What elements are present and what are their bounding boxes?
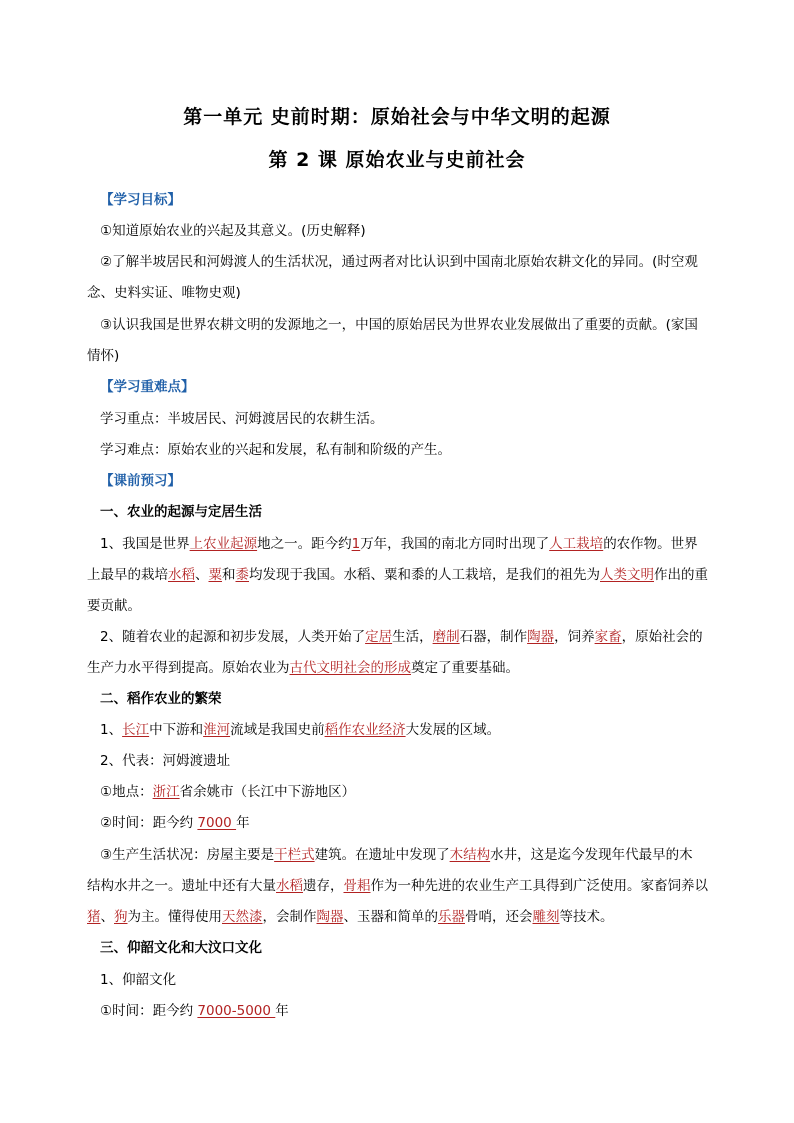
text-run: 地之一。距今约	[257, 536, 352, 552]
paragraph-line: 1、仰韶文化	[100, 972, 177, 988]
answer-text: 陶器	[316, 909, 344, 925]
answer-text: 淮河	[203, 722, 231, 738]
text-run: 石器，制作	[459, 629, 528, 645]
answer-text: 雕刻	[532, 909, 560, 925]
text-run: 省余姚市（长江中下游地区）	[179, 784, 356, 800]
answer-text: 7000	[197, 815, 237, 831]
text-run: 遗存，	[303, 878, 344, 894]
answer-text: 猪	[87, 909, 101, 925]
paragraph-line	[100, 532, 698, 552]
text-run: 和	[222, 567, 236, 583]
text-run: 水井，这是迄今发现年代最早的木	[490, 847, 693, 863]
text-run: ，饲养	[554, 629, 595, 645]
text-run: ②时间：距今约	[100, 815, 198, 831]
goals-heading: 【学习目标】	[100, 192, 181, 208]
text-run: 为主。懂得使用	[127, 909, 222, 925]
text-run: 生产力水平得到提高。原始农业为	[87, 660, 290, 676]
goal-item-2a: ②了解半坡居民和河姆渡人的生活状况，通过两者对比认识到中国南北原始农耕文化的异同。(时空观	[100, 254, 698, 270]
paragraph-line: 2、代表：河姆渡遗址	[100, 753, 231, 769]
text-run: 等技术。	[559, 909, 614, 925]
answer-text: 黍	[235, 567, 249, 583]
preview-heading: 【课前预习】	[100, 473, 181, 489]
answer-text: 天然漆	[222, 909, 263, 925]
answer-text: 陶器	[527, 629, 555, 645]
goal-item-2b: 念、史料实证、唯物史观)	[87, 285, 241, 301]
text-run: 骨哨，还会	[465, 909, 533, 925]
text-run: 中下游和	[149, 722, 204, 738]
goal-item-3a: ③认识我国是世界农耕文明的发源地之一，中国的原始居民为世界农业发展做出了重要的贡献。(家国	[100, 317, 698, 333]
answer-text: 粟	[208, 567, 222, 583]
section-3-heading: 三、仰韶文化和大汶口文化	[100, 940, 262, 956]
keypoints-heading: 【学习重难点】	[100, 379, 195, 395]
answer-text: 水稻	[276, 878, 303, 894]
paragraph-line	[100, 811, 250, 831]
section-2-heading: 二、稻作农业的繁荣	[100, 691, 222, 707]
answer-text: 1	[351, 536, 361, 552]
text-run: ①地点：	[100, 784, 153, 800]
text-run: ③生产生活状况：房屋主要是	[100, 847, 275, 863]
answer-text: 上农业起源	[189, 536, 258, 552]
text-run: 1、	[100, 722, 123, 738]
text-run: 年	[236, 815, 250, 831]
lesson-title: 第 2 课 原始农业与史前社会	[268, 149, 526, 171]
paragraph-line: 要贡献。	[87, 598, 141, 614]
text-run: ，原始社会的	[621, 629, 703, 645]
text-run: 年	[275, 1003, 289, 1019]
section-1-heading: 一、农业的起源与定居生活	[100, 504, 262, 520]
text-run: 建筑。在遗址中发现了	[314, 847, 450, 863]
paragraph-line	[100, 718, 500, 738]
text-run: ①时间：距今约	[100, 1003, 198, 1019]
text-run: 2、随着农业的起源和初步发展，人类开始了	[100, 629, 366, 645]
text-run: 、	[100, 909, 114, 925]
answer-text: 长江	[122, 722, 150, 738]
answer-text: 家畜	[594, 629, 622, 645]
answer-text: 定居	[365, 629, 393, 645]
text-run: 、	[195, 567, 209, 583]
paragraph-line	[100, 780, 355, 800]
text-run: 流域是我国史前	[230, 722, 325, 738]
goal-item-1: ①知道原始农业的兴起及其意义。(历史解释)	[100, 223, 366, 239]
answer-text: 人工栽培	[549, 536, 604, 552]
text-run: 1、我国是世界	[100, 536, 190, 552]
text-run: 奠定了重要基础。	[411, 660, 519, 676]
paragraph-line	[100, 999, 289, 1019]
text-run: 、玉器和简单的	[343, 909, 438, 925]
text-run: 上最早的栽培	[87, 567, 168, 583]
goal-item-3b: 情怀)	[87, 348, 120, 364]
focus-text: 学习重点：半坡居民、河姆渡居民的农耕生活。	[100, 411, 384, 427]
text-run: 结构水井之一。遗址中还有大量	[87, 878, 276, 894]
answer-text: 稻作农业经济	[324, 722, 406, 738]
text-run: 生活，	[392, 629, 433, 645]
difficulty-text: 学习难点：原始农业的兴起和发展，私有制和阶级的产生。	[100, 442, 451, 458]
paragraph-line	[87, 905, 614, 925]
text-run: 均发现于我国。水稻、粟和黍的人工栽培，是我们的祖先为	[249, 567, 600, 583]
text-run: ，会制作	[262, 909, 317, 925]
answer-text: 木结构	[449, 847, 491, 863]
paragraph-line	[87, 874, 708, 894]
answer-text: 狗	[114, 909, 128, 925]
answer-text: 水稻	[168, 567, 195, 583]
paragraph-line	[100, 843, 693, 863]
answer-text: 古代文明社会的形成	[289, 660, 411, 676]
answer-text: 浙江	[152, 784, 180, 800]
answer-text: 骨耜	[343, 878, 371, 894]
text-run: 大发展的区域。	[405, 722, 501, 738]
paragraph-line	[100, 625, 703, 645]
answer-text: 磨制	[432, 629, 460, 645]
text-run: 万年，我国的南北方同时出现了	[360, 536, 550, 552]
paragraph-line	[87, 656, 519, 676]
text-run: 作为一种先进的农业生产工具得到广泛使用。家畜饲养以	[370, 878, 708, 894]
text-run: 作出的重	[654, 567, 708, 583]
answer-text: 乐器	[438, 909, 465, 925]
text-run: 的农作物。世界	[603, 536, 698, 552]
answer-text: 7000-5000	[197, 1003, 276, 1019]
unit-title: 第一单元 史前时期：原始社会与中华文明的起源	[183, 106, 611, 128]
answer-text: 干栏式	[274, 847, 315, 863]
paragraph-line	[87, 563, 708, 583]
answer-text: 人类文明	[600, 567, 654, 583]
